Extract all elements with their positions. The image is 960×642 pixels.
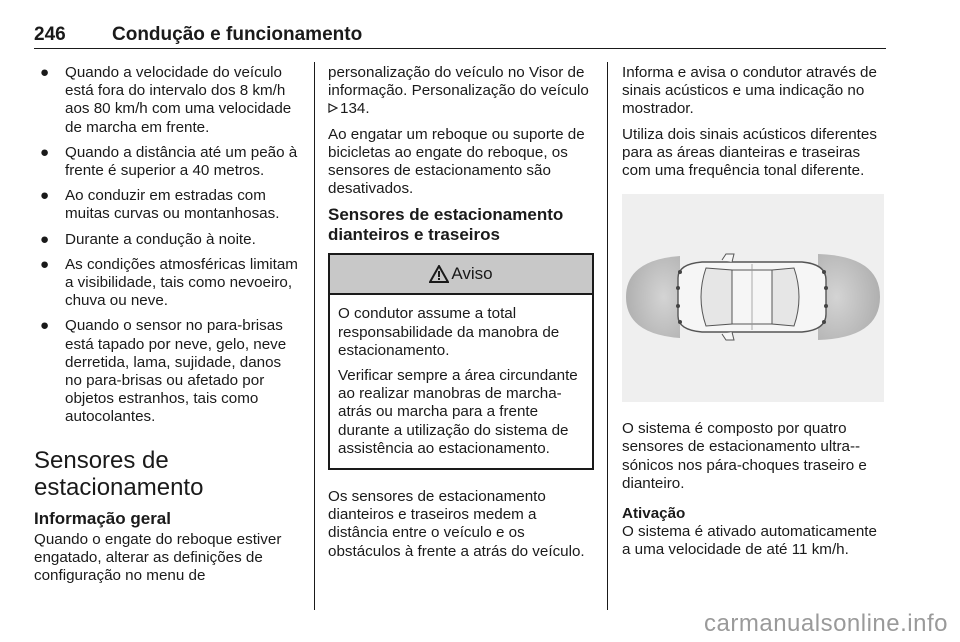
warning-body (330, 295, 592, 468)
subsection-title: Informação geral (34, 508, 171, 528)
list-item: ● Durante a condução à noite. (40, 230, 256, 248)
list-item: ● As condições atmosféricas limitam a visibilidade, tais como nevoeiro, chuva ou neve. (40, 255, 298, 310)
warning-box (328, 253, 594, 470)
page-title: Condução e funcionamento (112, 24, 363, 45)
page-reference-link[interactable]: 134. (340, 100, 370, 118)
column-divider-right (607, 62, 608, 610)
column-divider-left (314, 62, 315, 610)
column-3 (622, 64, 888, 567)
page-number: 246 (34, 24, 66, 45)
tow-paragraph: Ao engatar um reboque ou suporte de bicicletas ao engate do reboque, os sensores de estacionamento são desativados. (328, 125, 585, 198)
bullet-icon: ● (40, 64, 50, 81)
continued-paragraph: personalização do veículo no Visor de informação. Personalização do veículo 134. (328, 64, 589, 118)
list-item: ● Ao conduzir em estradas com muitas curvas ou montanhosas. (40, 187, 280, 223)
page-reference-icon[interactable] (328, 103, 338, 113)
page-header (34, 4, 886, 49)
warning-paragraph: O condutor assume a total responsabilidade da manobra de estacionamento. (338, 305, 560, 359)
bullet-icon: ● (40, 230, 50, 248)
watermark: carmanualsonline.info (704, 610, 948, 637)
activation-heading: Ativação (622, 505, 686, 523)
bullet-icon: ● (40, 317, 50, 335)
system-paragraph: O sistema é composto por quatro sensores de estacionamento ultra--sónicos nos pára-choques traseiro e dianteiro. (622, 420, 867, 492)
bullet-icon: ● (40, 187, 50, 205)
activation-paragraph: O sistema é ativado automaticamente a uma velocidade de até 11 km/h. (622, 523, 877, 559)
condition-list (34, 64, 300, 427)
warning-paragraph: Verificar sempre a área circundante ao realizar manobras de marcha-atrás ou marcha para a frente durante a utilização do sistema de assistência ao estacionamento. (338, 367, 578, 457)
column-1 (34, 64, 300, 592)
intro-paragraph: Quando o engate do reboque estiver engatado, alterar as definições de configuração no menu de (34, 530, 282, 585)
parking-sensor-illustration (622, 194, 884, 402)
measure-paragraph: Os sensores de estacionamento dianteiros e traseiros medem a distância entre o veículo e os obstáculos à frente a atrás do veículo. (328, 488, 585, 560)
bullet-icon: ● (40, 143, 50, 161)
warning-title: Aviso (451, 264, 493, 284)
acoustic-paragraph: Utiliza dois sinais acústicos diferentes para as áreas dianteiras e traseiras com uma frequência tonal diferente. (622, 125, 877, 180)
inform-paragraph: Informa e avisa o condutor através de sinais acústicos e uma indicação no mostrador. (622, 64, 877, 118)
section-title: Sensores de estacionamento (34, 446, 204, 501)
sensors-heading: Sensores de estacionamento dianteiros e traseiros (328, 205, 564, 245)
warning-triangle-icon (429, 265, 449, 283)
bullet-icon: ● (40, 255, 50, 273)
warning-header (330, 255, 592, 295)
list-item: ● Quando a distância até um peão à frente é superior a 40 metros. (40, 143, 298, 180)
list-item: ● Quando o sensor no para-brisas está tapado por neve, gelo, neve derretida, lama, sujidade, danos no para-brisas ou afetado por objetos estranhos, tais como autocolantes. (40, 317, 287, 426)
column-2 (328, 64, 594, 568)
car-top-view-icon (622, 194, 884, 402)
list-item: ● Quando a velocidade do veículo está fora do intervalo dos 8 km/h aos 80 km/h com uma velocidade de marcha em frente. (40, 64, 292, 136)
